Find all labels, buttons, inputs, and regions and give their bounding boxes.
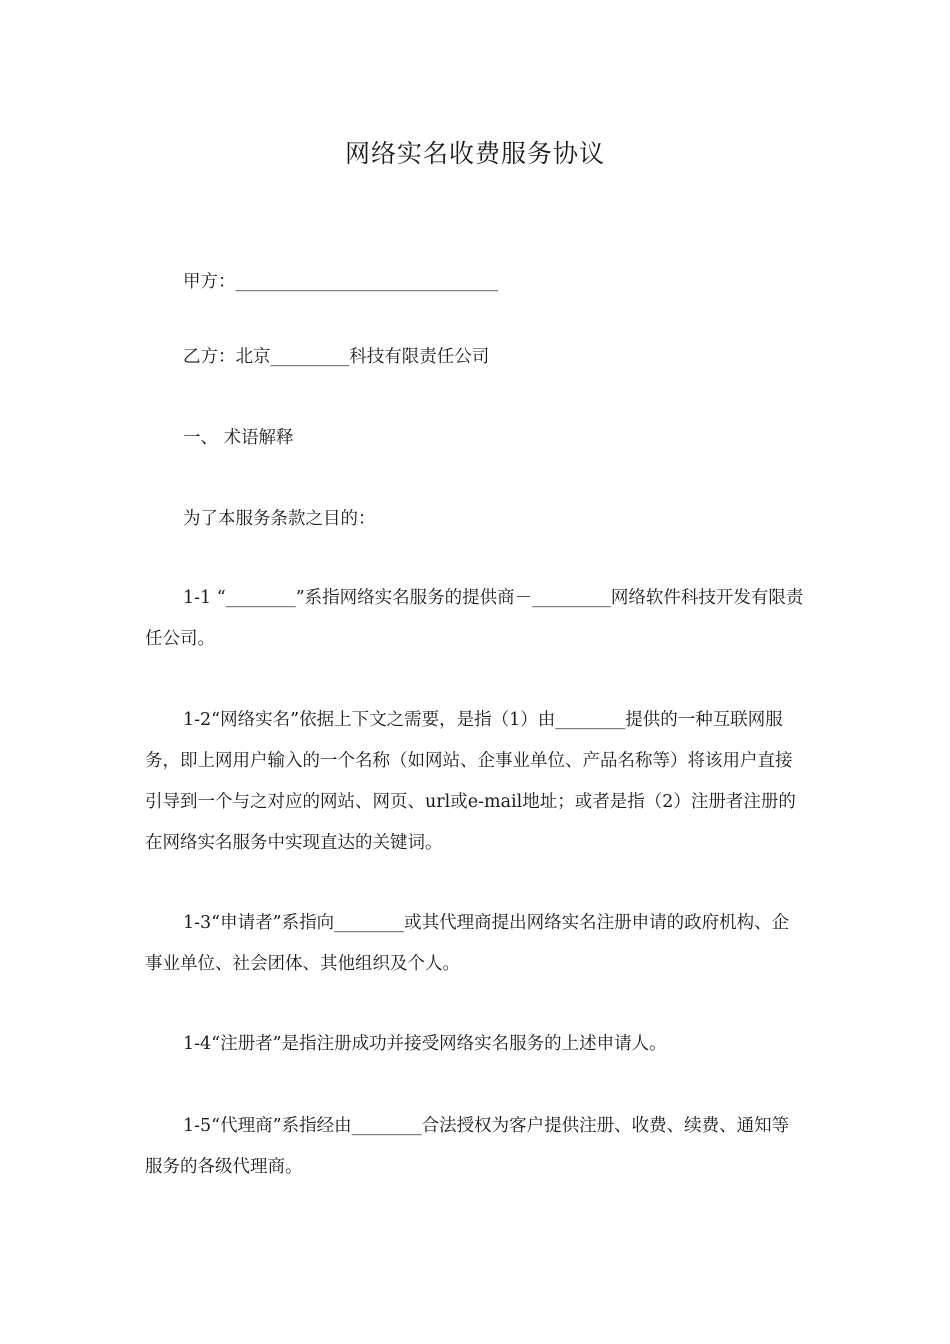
document-title: 网络实名收费服务协议 — [344, 139, 605, 168]
section-heading: 一、 术语解释 — [183, 428, 294, 448]
party-a-line: 甲方：______________________________ — [183, 272, 498, 292]
clause-1-5: 1-5“代理商”系指经由________合法授权为客户提供注册、收费、续费、通知等服务的各级代理商。 — [145, 1116, 790, 1177]
clause-1-3: 1-3“申请者”系指向________或其代理商提出网络实名注册申请的政府机构、企事业单位、社会团体、其他组织及个人。 — [145, 913, 790, 974]
clause-1-2: 1-2“网络实名”依据上下文之需要，是指（1）由________提供的一种互联网服务，即上网用户输入的一个名称（如网站、企事业单位、产品名称等）将该用户直接引导到一个与之对应的网站、网页、url或e-mail地址；或者是指（2）注册者注册的在网络实名服务中实现直达的关键词。 — [145, 710, 796, 853]
party-b-line: 乙方：北京_________科技有限责任公司 — [183, 347, 490, 367]
intro-text: 为了本服务条款之目的： — [183, 509, 376, 529]
clause-1-1: 1-1 “________”系指网络实名服务的提供商－_________网络软件科技开发有限责任公司。 — [145, 588, 804, 649]
clause-1-4: 1-4“注册者”是指注册成功并接受网络实名服务的上述申请人。 — [183, 1034, 667, 1054]
